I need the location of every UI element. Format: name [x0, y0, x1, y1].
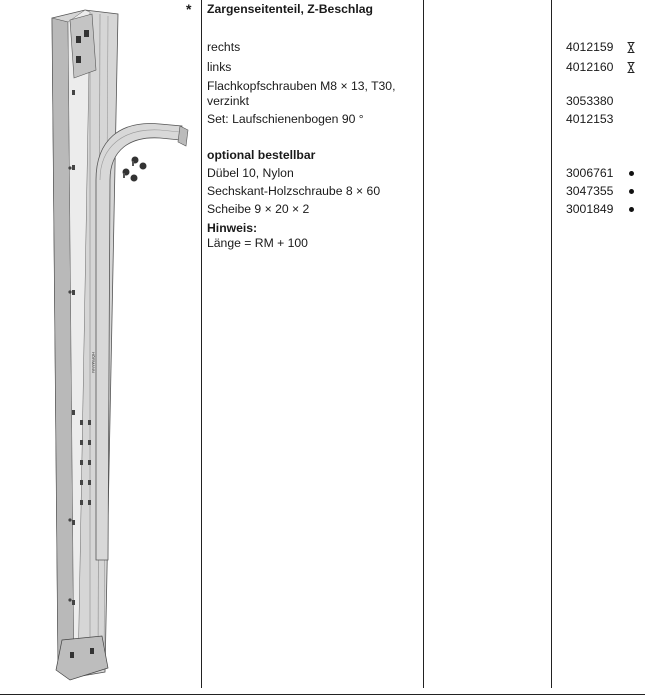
- item-flachkopfschrauben-line2: verzinkt: [207, 94, 249, 108]
- optional-heading: optional bestellbar: [207, 148, 316, 162]
- item-flachkopfschrauben-number: 3053380: [566, 94, 614, 108]
- bullet-icon: [629, 207, 634, 212]
- frame-side-part-drawing: [30, 0, 200, 690]
- item-flachkopfschrauben: Flachkopfschrauben M8 × 13, T30,: [207, 79, 396, 93]
- optional-item-duebel: Dübel 10, Nylon: [207, 166, 294, 180]
- item-links: links: [207, 60, 232, 74]
- hourglass-icon: [627, 62, 635, 73]
- item-laufschienenbogen-number: 4012153: [566, 112, 614, 126]
- flat-head-screws: [123, 157, 147, 182]
- new-item-asterisk: *: [186, 1, 192, 17]
- section-title: Zargenseitenteil, Z-Beschlag: [207, 2, 373, 16]
- optional-item-scheibe: Scheibe 9 × 20 × 2: [207, 202, 310, 216]
- note-text: Länge = RM + 100: [207, 236, 308, 250]
- optional-item-holzschraube: Sechskant-Holzschraube 8 × 60: [207, 184, 381, 198]
- table-bottom-border: [0, 694, 645, 695]
- item-rechts-number: 4012159: [566, 40, 614, 54]
- optional-item-scheibe-number: 3001849: [566, 202, 614, 216]
- optional-item-holzschraube-number: 3047355: [566, 184, 614, 198]
- bullet-icon: [629, 189, 634, 194]
- item-links-number: 4012160: [566, 60, 614, 74]
- optional-item-duebel-number: 3006761: [566, 166, 614, 180]
- item-laufschienenbogen: Set: Laufschienenbogen 90 °: [207, 112, 364, 126]
- column-divider-3: [551, 0, 552, 688]
- note-heading: Hinweis:: [207, 221, 258, 235]
- column-divider-2: [423, 0, 424, 688]
- hourglass-icon: [627, 42, 635, 53]
- item-rechts: rechts: [207, 40, 241, 54]
- bullet-icon: [629, 171, 634, 176]
- rail-brand-text: HÖRMANN: [91, 352, 96, 373]
- column-divider-1: [201, 0, 202, 688]
